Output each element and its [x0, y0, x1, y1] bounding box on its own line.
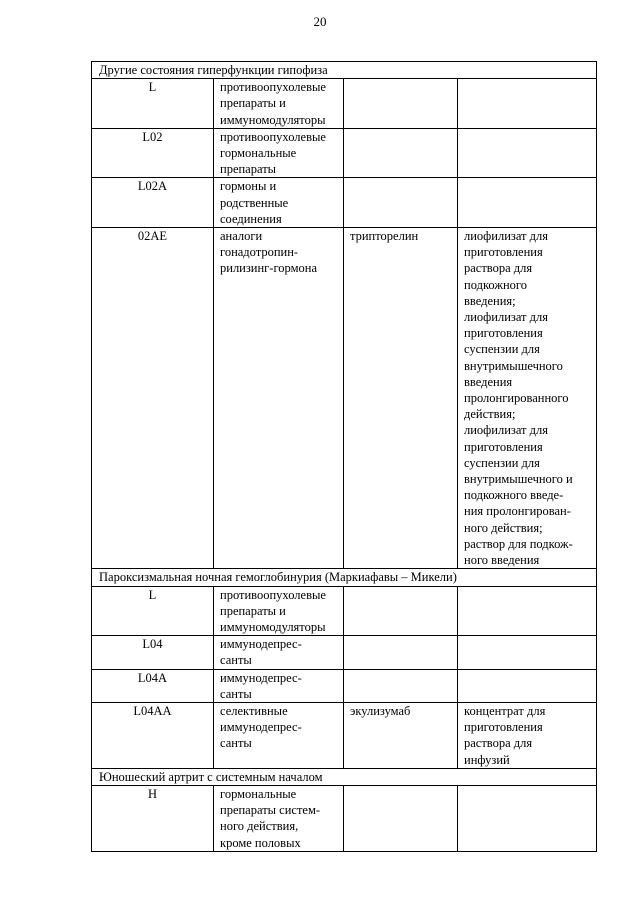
anatomical-therapeutic-group-line: иммунодепрес- — [220, 670, 302, 685]
dosage-form — [458, 228, 597, 569]
anatomical-therapeutic-group — [214, 586, 344, 636]
dosage-form — [458, 586, 597, 636]
anatomical-therapeutic-group-line: препараты — [220, 162, 277, 177]
anatomical-therapeutic-group-line: санты — [220, 736, 252, 751]
dosage-form-line: суспензии для — [464, 455, 540, 470]
table-row — [92, 79, 597, 129]
anatomical-therapeutic-group-line: аналоги — [220, 229, 263, 244]
anatomical-therapeutic-group-line: санты — [220, 653, 252, 668]
dosage-form-line: действия; — [464, 407, 516, 422]
dosage-form — [458, 79, 597, 129]
section-header-row — [92, 569, 597, 586]
dosage-form-line: раствора для — [464, 736, 533, 751]
dosage-form-line: приготовления — [464, 245, 543, 260]
dosage-form-line: суспензии для — [464, 342, 540, 357]
dosage-form — [458, 785, 597, 851]
drug-inn — [344, 669, 458, 702]
dosage-form-line: ния пролонгирован- — [464, 504, 571, 519]
anatomical-therapeutic-group-line: рилизинг-гормона — [220, 261, 317, 276]
anatomical-therapeutic-group-line: селективные — [220, 703, 288, 718]
table-row — [92, 128, 597, 178]
section-title: Другие состояния гиперфункции гипофиза — [92, 62, 597, 79]
anatomical-therapeutic-group-line: родственные — [220, 195, 289, 210]
dosage-form — [458, 128, 597, 178]
dosage-form — [458, 636, 597, 669]
drug-inn-line: трипторелин — [350, 229, 419, 244]
anatomical-therapeutic-group-line: иммунодепрес- — [220, 720, 302, 735]
table-body — [92, 62, 597, 852]
dosage-form-line: инфузий — [464, 752, 510, 767]
anatomical-therapeutic-group-line: кроме половых — [220, 835, 301, 850]
dosage-form-line: лиофилизат для — [464, 423, 548, 438]
dosage-form-line: введения; — [464, 293, 516, 308]
dosage-form-line: ного действия; — [464, 520, 543, 535]
atc-code: L02A — [92, 178, 214, 228]
section-header-row — [92, 768, 597, 785]
drug-inn — [344, 79, 458, 129]
anatomical-therapeutic-group-line: противоопухолевые — [220, 129, 326, 144]
anatomical-therapeutic-group-line: гормональные — [220, 786, 297, 801]
dosage-form-line: подкожного — [464, 277, 527, 292]
dosage-form-line: внутримышечного и — [464, 472, 573, 487]
anatomical-therapeutic-group — [214, 79, 344, 129]
anatomical-therapeutic-group-line: препараты и — [220, 603, 286, 618]
anatomical-therapeutic-group-line: иммуномодуляторы — [220, 619, 326, 634]
anatomical-therapeutic-group-line: ного действия, — [220, 819, 299, 834]
section-title: Юношеский артрит с системным началом — [92, 768, 597, 785]
table-row — [92, 669, 597, 702]
dosage-form-line: введения — [464, 374, 513, 389]
anatomical-therapeutic-group-line: гормональные — [220, 146, 297, 161]
drug-inn — [344, 785, 458, 851]
dosage-form-line: пролонгированного — [464, 391, 569, 406]
atc-code: H — [92, 785, 214, 851]
dosage-form — [458, 669, 597, 702]
anatomical-therapeutic-group-line: соединения — [220, 211, 282, 226]
anatomical-therapeutic-group — [214, 128, 344, 178]
anatomical-therapeutic-group — [214, 178, 344, 228]
drug-inn — [344, 128, 458, 178]
section-header-row — [92, 62, 597, 79]
drug-list-table — [91, 61, 597, 852]
atc-code: L04 — [92, 636, 214, 669]
dosage-form-line: приготовления — [464, 720, 543, 735]
table-row — [92, 178, 597, 228]
anatomical-therapeutic-group-line: препараты систем- — [220, 803, 321, 818]
table-row — [92, 586, 597, 636]
anatomical-therapeutic-group-line: гонадотропин- — [220, 245, 299, 260]
drug-inn — [344, 228, 458, 569]
dosage-form-line: подкожного введе- — [464, 488, 564, 503]
anatomical-therapeutic-group-line: иммуномодуляторы — [220, 112, 326, 127]
atc-code: L02 — [92, 128, 214, 178]
anatomical-therapeutic-group — [214, 669, 344, 702]
dosage-form-line: раствора для — [464, 261, 533, 276]
table-row — [92, 702, 597, 768]
anatomical-therapeutic-group — [214, 228, 344, 569]
dosage-form-line: лиофилизат для — [464, 310, 548, 325]
atc-code: L04A — [92, 669, 214, 702]
anatomical-therapeutic-group — [214, 785, 344, 851]
dosage-form-line: концентрат для — [464, 703, 546, 718]
dosage-form-line: приготовления — [464, 439, 543, 454]
dosage-form — [458, 702, 597, 768]
table-row — [92, 785, 597, 851]
dosage-form-line: внутримышечного — [464, 358, 563, 373]
dosage-form-line: ного введения — [464, 553, 540, 568]
drug-inn — [344, 586, 458, 636]
table-row — [92, 228, 597, 569]
dosage-form — [458, 178, 597, 228]
dosage-form-line: раствор для подкож- — [464, 536, 573, 551]
atc-code: L04AA — [92, 702, 214, 768]
drug-inn — [344, 636, 458, 669]
table-row — [92, 636, 597, 669]
anatomical-therapeutic-group — [214, 636, 344, 669]
anatomical-therapeutic-group-line: противоопухолевые — [220, 587, 326, 602]
anatomical-therapeutic-group — [214, 702, 344, 768]
atc-code: L — [92, 586, 214, 636]
atc-code: L — [92, 79, 214, 129]
anatomical-therapeutic-group-line: санты — [220, 686, 252, 701]
anatomical-therapeutic-group-line: противоопухолевые — [220, 80, 326, 95]
dosage-form-line: лиофилизат для — [464, 229, 548, 244]
drug-inn-line: экулизумаб — [350, 703, 411, 718]
drug-inn — [344, 178, 458, 228]
anatomical-therapeutic-group-line: гормоны и — [220, 179, 277, 194]
anatomical-therapeutic-group-line: иммунодепрес- — [220, 637, 302, 652]
anatomical-therapeutic-group-line: препараты и — [220, 96, 286, 111]
atc-code: 02AE — [92, 228, 214, 569]
dosage-form-line: приготовления — [464, 326, 543, 341]
drug-inn — [344, 702, 458, 768]
page-number: 20 — [313, 14, 327, 29]
section-title: Пароксизмальная ночная гемоглобинурия (Маркиафавы – Микели) — [92, 569, 597, 586]
